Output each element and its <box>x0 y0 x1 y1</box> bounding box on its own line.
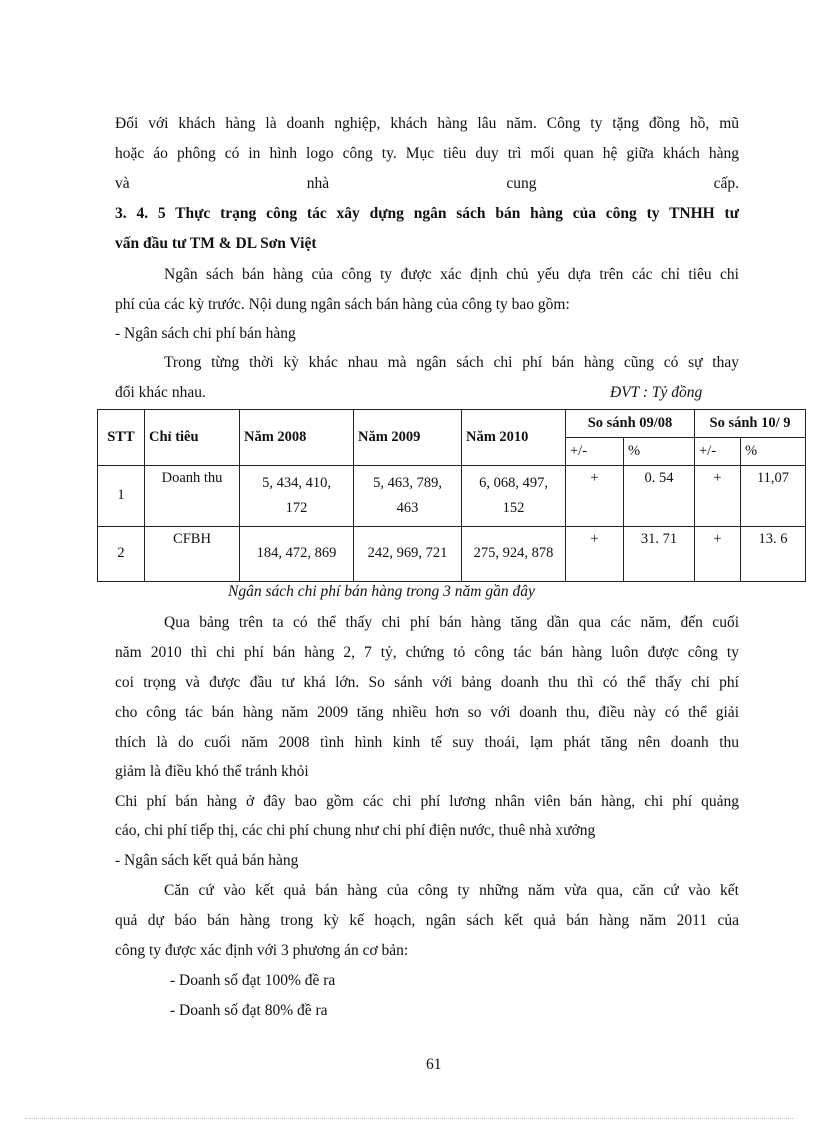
table-row <box>98 526 806 581</box>
table-row <box>98 466 806 526</box>
budget-line-1: Ngân sách bán hàng của công ty được xác định chủ yếu dựa trên các chỉ tiêu chi <box>164 266 739 283</box>
budget-table <box>97 409 806 582</box>
row2-indicator: CFBH <box>145 526 240 581</box>
header-compare-10-9: So sánh 10/ 9 <box>695 410 806 438</box>
bullet-selling-cost-budget: - Ngân sách chi phí bán hàng <box>115 325 296 342</box>
row1-2010-part1: 6, 068, 497, <box>479 474 548 491</box>
analysis-line-2: năm 2010 thì chi phí bán hàng 2, 7 tỷ, chứng tỏ công tác bán hàng luôn được công ty <box>115 644 739 661</box>
subheader-plusminus-2: +/- <box>695 438 741 466</box>
analysis-line-6: giảm là điều khó thể tránh khỏi <box>115 763 309 780</box>
page-number: 61 <box>426 1056 442 1073</box>
row2-year-2009: 242, 969, 721 <box>354 526 462 581</box>
row2-year-2010: 275, 924, 878 <box>462 526 566 581</box>
bullet-sales-result-budget: - Ngân sách kết quả bán hàng <box>115 852 299 869</box>
intro-word-2: nhà <box>306 175 330 192</box>
row1-2009-part1: 5, 463, 789, <box>373 474 442 491</box>
intro-word-4: cấp. <box>713 175 739 192</box>
results-line-3: công ty được xác định với 3 phương án cơ bản: <box>115 942 409 959</box>
intro-line-1: Đối với khách hàng là doanh nghiệp, khách hàng lâu năm. Công ty tặng đồng hồ, mũ <box>115 115 739 132</box>
table-header-row <box>98 410 806 438</box>
row1-indicator: Doanh thu <box>145 466 240 526</box>
row2-stt: 2 <box>98 526 145 581</box>
intro-line-3 <box>115 174 739 194</box>
row1-stt: 1 <box>98 466 145 526</box>
budget-line-2: phí của các kỳ trước. Nội dung ngân sách bán hàng của công ty bao gồm: <box>115 296 570 313</box>
page-bottom-rule <box>25 1118 793 1119</box>
section-heading-line-2: vấn đầu tư TM & DL Sơn Việt <box>115 235 317 252</box>
row2-cmp2-percent: 13. 6 <box>741 526 806 581</box>
intro-word-1: và <box>115 175 130 192</box>
row1-2008-part2: 172 <box>285 499 308 516</box>
row1-cmp1-percent: 0. 54 <box>624 466 695 526</box>
header-year-2008: Năm 2008 <box>240 410 354 466</box>
row1-year-2010 <box>462 466 566 526</box>
row1-year-2009 <box>354 466 462 526</box>
budget-line-3: Trong từng thời kỳ khác nhau mà ngân sách chi phí bán hàng cũng có sự thay <box>164 354 739 371</box>
costs-line-2: cáo, chi phí tiếp thị, các chi phí chung như chi phí điện nước, thuê nhà xưởng <box>115 822 596 839</box>
row1-2009-part2: 463 <box>396 499 419 516</box>
results-line-1: Căn cứ vào kết quả bán hàng của công ty những năm vừa qua, căn cứ vào kết <box>164 882 739 899</box>
row1-cmp2-sign: + <box>695 466 741 526</box>
row1-cmp1-sign: + <box>566 466 624 526</box>
header-year-2010: Năm 2010 <box>462 410 566 466</box>
table-caption: Ngân sách chi phí bán hàng trong 3 năm gần đây <box>228 583 535 600</box>
intro-word-3: cung <box>506 175 537 192</box>
results-line-2: quả dự báo bán hàng trong kỳ kế hoạch, ngân sách kết quả bán hàng năm 2011 của <box>115 912 739 929</box>
budget-line-4: đổi khác nhau. <box>115 384 206 401</box>
subheader-plusminus-1: +/- <box>566 438 624 466</box>
analysis-line-4: cho công tác bán hàng năm 2009 tăng nhiều hơn so với doanh thu, điều này có thể giải <box>115 704 739 721</box>
row2-cmp2-sign: + <box>695 526 741 581</box>
analysis-line-5: thích là do cuối năm 2008 tình hình kinh tế suy thoái, lạm phát tăng nên doanh thu <box>115 734 739 751</box>
analysis-line-1: Qua bảng trên ta có thể thấy chi phí bán hàng tăng dần qua các năm, đến cuối <box>164 614 739 631</box>
section-heading-line-1: 3. 4. 5 Thực trạng công tác xây dựng ngân sách bán hàng của công ty TNHH tư <box>115 205 739 222</box>
unit-label: ĐVT : Tỷ đồng <box>610 384 703 401</box>
subheader-percent-2: % <box>741 438 806 466</box>
costs-line-1: Chi phí bán hàng ở đây bao gồm các chi phí lương nhân viên bán hàng, chi phí quảng <box>115 793 739 810</box>
header-indicator: Chỉ tiêu <box>145 410 240 466</box>
row2-year-2008: 184, 472, 869 <box>240 526 354 581</box>
row2-cmp1-sign: + <box>566 526 624 581</box>
header-compare-09-08: So sánh 09/08 <box>566 410 695 438</box>
header-year-2009: Năm 2009 <box>354 410 462 466</box>
option-80-percent: - Doanh số đạt 80% đề ra <box>170 1002 328 1019</box>
header-stt: STT <box>98 410 145 466</box>
intro-line-2: hoặc áo phông có in hình logo công ty. Mục tiêu duy trì mối quan hệ giữa khách hàng <box>115 145 739 162</box>
analysis-line-3: coi trọng và được đầu tư khá lớn. So sánh với bảng doanh thu thì có thể thấy chi phí <box>115 674 739 691</box>
row2-cmp1-percent: 31. 71 <box>624 526 695 581</box>
row1-2010-part2: 152 <box>502 499 525 516</box>
subheader-percent-1: % <box>624 438 695 466</box>
row1-cmp2-percent: 11,07 <box>741 466 806 526</box>
option-100-percent: - Doanh số đạt 100% đề ra <box>170 972 336 989</box>
row1-2008-part1: 5, 434, 410, <box>262 474 331 491</box>
row1-year-2008 <box>240 466 354 526</box>
